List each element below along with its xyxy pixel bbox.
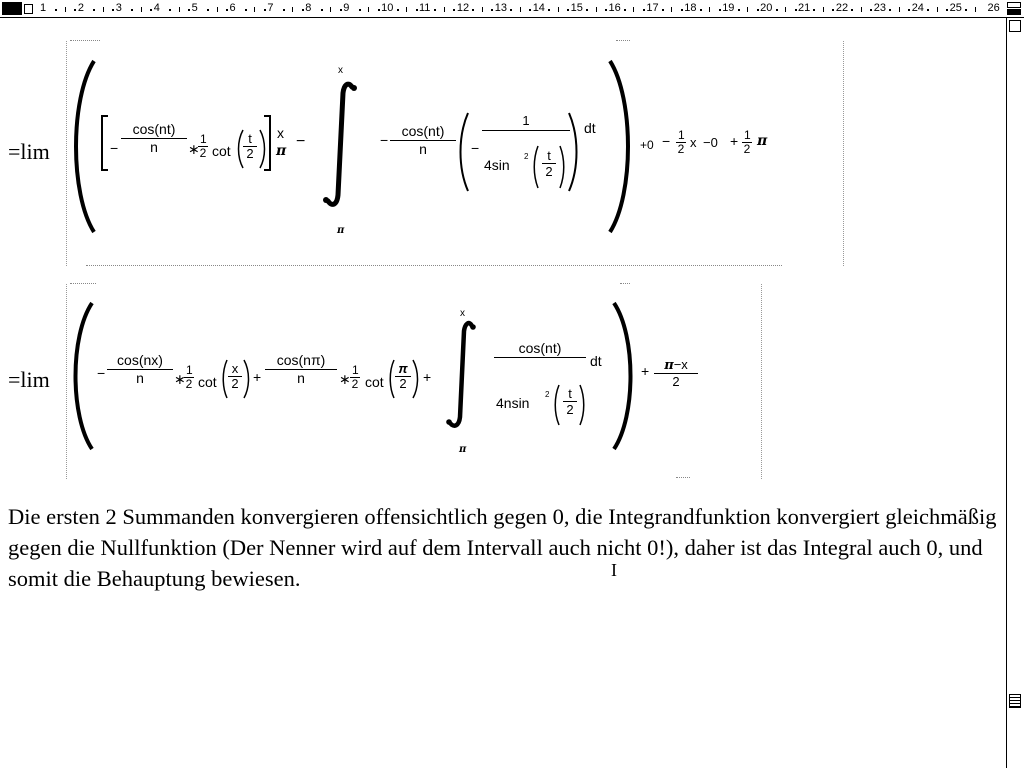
ruler-number: 4 <box>153 2 160 14</box>
ruler-tick <box>586 9 588 11</box>
ruler-tick <box>946 9 948 11</box>
ruler-tick <box>633 7 634 12</box>
ruler-tick <box>671 7 672 12</box>
ruler-tick <box>813 9 815 11</box>
ruler-number: 19 <box>722 2 735 14</box>
ruler-tick <box>482 7 483 12</box>
scroll-up-icon[interactable] <box>1009 20 1021 32</box>
ruler-tick <box>74 9 76 11</box>
right-big-paren <box>606 59 636 234</box>
ruler-tick <box>832 9 834 11</box>
ruler-number: 17 <box>646 2 659 14</box>
ruler-track <box>34 0 1002 18</box>
ruler-tick <box>444 7 445 12</box>
left-big-paren <box>68 59 98 234</box>
scroll-thumb[interactable] <box>1009 694 1021 708</box>
ruler-tick <box>681 9 683 11</box>
ruler-corner-icon[interactable] <box>2 2 32 15</box>
ruler-tick <box>785 7 786 12</box>
ruler-number: 2 <box>77 2 85 14</box>
ruler-number: 21 <box>798 2 811 14</box>
ruler-tick <box>453 9 455 11</box>
document-area[interactable]: =lim − $\frac{\cos(nt)}{n}$ ∗ $\frac{1}{2}$ cot $\frac{t}{2}$ x π − x π − $\frac{\cos(nt)}{n}$ − 1 4sin 2 $\frac{t}{2}$ dt +0 − $\frac{1}{2}$ x −0 + $\frac{1}{2}$ π =lim − $\frac{\cos(nx)}{n}$ ∗ $\frac{1}{2}$ cot $\frac{x}{2}$ + $\frac{\cos(n\pi)}{n}$ ∗ $\frac{1}{2}$ cot $\frac{\pi}{2}$ + x π cos(nt) 4nsin 2 $\frac{t}{2}$ dt + $\frac{\pi-x}{2}$ Die ersten 2 Summanden konvergieren offensichtlich gegen 0, die Integrandfunktion konvergiert gleichmäßig gegen die Nullfunktion (Der Nenner wird auf dem Intervall auch nicht 0!), daher ist das Integral auch 0, und somit die Behauptung bewiesen. I <box>0 19 1006 768</box>
ruler-tick <box>927 9 929 11</box>
ruler-tick <box>434 9 436 11</box>
ruler-tick <box>112 9 114 11</box>
ruler-tick <box>567 9 569 11</box>
ruler-tick <box>226 9 228 11</box>
ruler-number: 13 <box>494 2 508 14</box>
ruler-tick <box>747 7 748 12</box>
ruler-tick <box>510 9 512 11</box>
ruler-tick <box>55 9 57 11</box>
ruler-tick <box>217 7 218 12</box>
ruler-tick <box>321 9 323 11</box>
ruler-scroll-icon[interactable] <box>1004 0 1024 18</box>
ruler-number: 14 <box>532 2 545 14</box>
right-bracket <box>262 115 272 171</box>
ruler-tick <box>150 9 152 11</box>
ruler-tick <box>378 9 380 11</box>
ruler-tick <box>662 9 664 11</box>
ruler-tick <box>93 9 95 11</box>
ruler-tick <box>188 9 190 11</box>
ruler-tick <box>397 9 399 11</box>
ruler-tick <box>207 9 209 11</box>
ruler-tick <box>861 7 862 12</box>
ruler-tick <box>254 7 255 12</box>
ruler-tick <box>283 9 285 11</box>
ruler-number: 9 <box>343 2 350 14</box>
ruler-number: 16 <box>608 2 621 14</box>
ruler-tick <box>870 9 872 11</box>
ruler-tick <box>292 7 293 12</box>
explanation-paragraph[interactable]: Die ersten 2 Summanden konvergieren offensichtlich gegen 0, die Integrandfunktion konvergiert gleichmäßig gegen die Nullfunktion (Der Nenner wird auf dem Intervall auch nicht 0!), daher ist das Integral auch 0, und somit die Behauptung bewiesen. <box>8 504 997 591</box>
ruler-number: 23 <box>873 2 887 14</box>
ruler-tick <box>851 9 853 11</box>
ruler-tick <box>975 7 976 12</box>
left-big-paren <box>68 301 96 451</box>
ruler-tick <box>776 9 778 11</box>
ruler-number: 26 <box>987 2 1000 14</box>
ruler-tick <box>359 9 361 11</box>
ruler-tick <box>245 9 247 11</box>
ruler-tick <box>937 7 938 12</box>
ruler-number: 8 <box>305 2 312 14</box>
ruler-tick <box>709 7 710 12</box>
ruler-tick <box>103 7 104 12</box>
ruler-number: 24 <box>911 2 924 14</box>
integral-sign-icon <box>442 319 482 431</box>
ruler-tick <box>368 7 369 12</box>
ruler-tick <box>65 7 66 12</box>
ruler-tick <box>406 7 407 12</box>
ruler-tick <box>605 9 607 11</box>
ruler-tick <box>700 9 702 11</box>
ruler-number: 11 <box>419 2 431 14</box>
ruler-tick <box>472 9 474 11</box>
ruler-tick <box>889 9 891 11</box>
ruler-tick <box>624 9 626 11</box>
ruler-tick <box>529 9 531 11</box>
ruler-tick <box>558 7 559 12</box>
fraction-cos-nt-over-n: $\frac{\cos(nt)}{n}$ <box>121 121 187 156</box>
left-bracket <box>100 115 110 171</box>
horizontal-ruler[interactable] <box>0 0 1024 18</box>
right-big-paren <box>610 301 638 451</box>
vertical-scrollbar[interactable] <box>1006 18 1024 768</box>
ruler-tick <box>520 7 521 12</box>
lim-operator: =lim <box>8 139 50 164</box>
ruler-number: 22 <box>835 2 849 14</box>
ruler-number: 20 <box>760 2 773 14</box>
ruler-number: 10 <box>381 2 394 14</box>
ruler-number: 6 <box>229 2 236 14</box>
ruler-tick <box>141 7 142 12</box>
ruler-tick <box>548 9 550 11</box>
ruler-tick <box>302 9 304 11</box>
ruler-tick <box>738 9 740 11</box>
ruler-tick <box>795 9 797 11</box>
integral-sign-icon <box>318 79 364 211</box>
ruler-number: 5 <box>191 2 198 14</box>
ruler-number: 15 <box>570 2 583 14</box>
ruler-number: 18 <box>684 2 697 14</box>
ruler-tick <box>416 9 418 11</box>
ruler-tick <box>169 9 171 11</box>
ruler-tick <box>823 7 824 12</box>
ruler-tick <box>643 9 645 11</box>
ruler-tick <box>965 9 967 11</box>
ruler-tick <box>340 9 342 11</box>
ruler-tick <box>596 7 597 12</box>
ruler-tick <box>330 7 331 12</box>
ruler-number: 7 <box>267 2 274 14</box>
ruler-tick <box>179 7 180 12</box>
ruler-number: 12 <box>456 2 470 14</box>
text-cursor-icon: I <box>611 560 617 580</box>
ruler-tick <box>899 7 900 12</box>
ruler-number: 25 <box>949 2 962 14</box>
lim-operator: =lim <box>8 367 50 392</box>
ruler-tick <box>491 9 493 11</box>
ruler-tick <box>757 9 759 11</box>
ruler-tick <box>264 9 266 11</box>
ruler-tick <box>908 9 910 11</box>
ruler-number: 3 <box>115 2 122 14</box>
ruler-tick <box>131 9 133 11</box>
ruler-number: 1 <box>40 2 47 14</box>
ruler-tick <box>719 9 721 11</box>
